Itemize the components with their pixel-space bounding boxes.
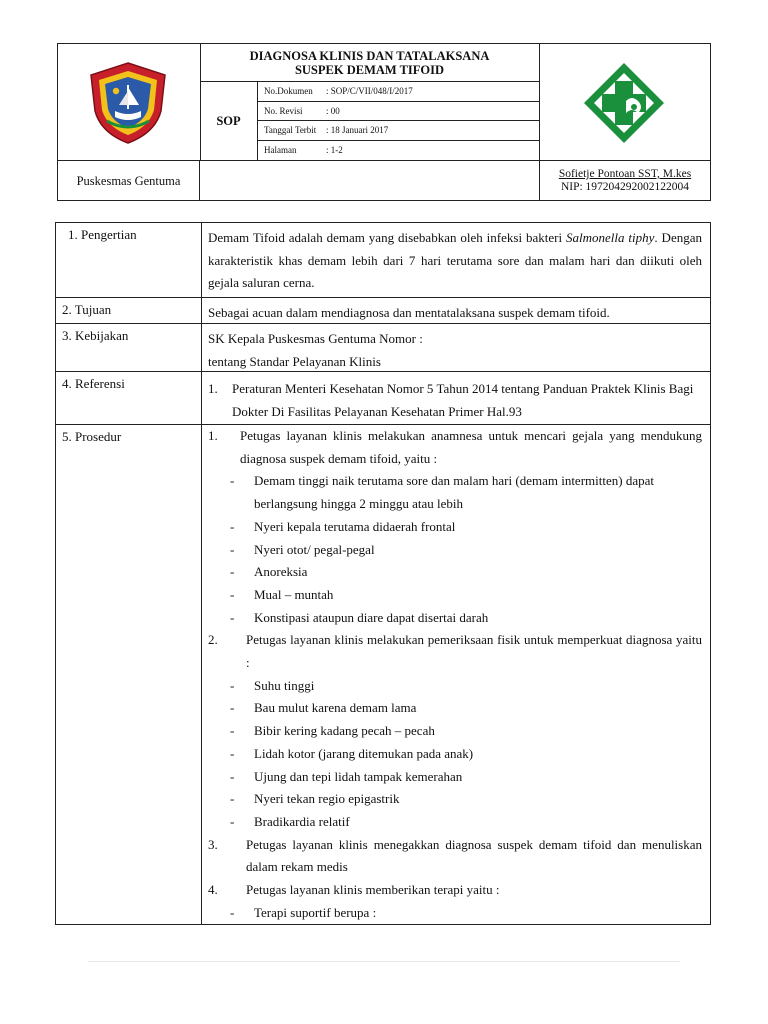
bullet-dash: - [230,791,235,807]
section-content [202,324,710,371]
sign-text: Ujung dan tepi lidah tampak kemerahan [254,768,463,784]
meta-label: Tanggal Terbit [264,125,317,136]
meta-label: Halaman [264,145,297,156]
meta-row-page [258,141,539,161]
list-number: 1. [208,381,218,396]
sign-item [208,675,702,698]
list-number: 1. [208,428,218,443]
meta-label: No.Dokumen [264,86,313,97]
bullet-dash: - [230,541,235,557]
section-content [202,372,710,424]
regency-logo-cell [58,44,201,160]
bacteria-name: Salmonella tiphy [565,230,655,245]
signer-name: Sofietje Pontoan SST, M.kes [558,168,692,180]
list-number: 3. [208,836,218,852]
row-prosedur [56,425,710,924]
puskesmas-logo-icon [582,61,666,145]
bullet-dash: - [230,518,235,534]
sign-text: Nyeri tekan regio epigastrik [254,791,400,807]
section-label: 2. Tujuan [56,298,202,323]
sign-item [208,697,702,720]
sign-text: Lidah kotor (jarang ditemukan pada anak) [254,745,474,761]
symptom-item [208,470,702,515]
sop-label: SOP [200,82,258,160]
page-divider [88,961,680,962]
bullet-dash: - [230,723,235,739]
section-label: 4. Referensi [56,372,202,424]
procedure-step [208,879,702,902]
sign-text: Suhu tinggi [254,677,315,693]
bullet-dash: - [230,677,235,693]
puskesmas-logo-cell [540,44,710,160]
bullet-dash: - [230,609,235,625]
bullet-dash: - [230,745,235,761]
title-line-2: SUSPEK DEMAM TIFOID [294,62,445,77]
sign-item [208,766,702,789]
procedure-step [208,834,702,879]
sop-header [57,43,711,201]
reference-item [208,378,702,423]
sign-text: Bradikardia relatif [254,813,350,829]
reference-text: Peraturan Menteri Kesehatan Nomor 5 Tahun 2014 tentang Panduan Praktek Klinis Bagi Dokter Di Fasilitas Pelayanan Kesehatan Primer Hal.93 [232,381,694,419]
symptom-text: Nyeri otot/ pegal-pegal [254,541,375,557]
document-title [200,44,540,82]
definition-text-b: . Dengan karakteristik khas demam lebih dari 7 hari terutama sore dan malam hari dan diikuti oleh gejala saluran cerna. [208,230,702,291]
section-content: Sebagai acuan dalam mendiagnosa dan mentatalaksana suspek demam tifoid. [208,305,610,320]
regency-emblem-icon [87,61,169,145]
symptom-item [208,516,702,539]
row-tujuan [56,298,710,324]
definition-text-a: Demam Tifoid adalah demam yang disebabkan oleh infeksi bakteri [208,230,566,245]
meta-row-document-number [258,82,539,102]
row-pengertian [56,223,710,298]
symptom-text: Anoreksia [254,564,308,580]
bullet-dash: - [230,473,235,489]
meta-value: : SOP/C/VII/048/I/2017 [326,86,413,97]
bullet-dash: - [230,586,235,602]
bullet-dash: - [230,700,235,716]
policy-line-1: SK Kepala Puskesmas Gentuma Nomor : [208,331,423,346]
policy-line-2: tentang Standar Pelayanan Klinis [208,353,381,369]
row-kebijakan [56,324,710,372]
bullet-dash: - [230,813,235,829]
header-empty-cell [200,161,540,201]
sop-content-table [55,222,711,925]
signer-nip: NIP: 197204292002122004 [560,181,690,193]
section-content [202,223,710,297]
meta-value: : 1-2 [326,145,343,156]
sign-item [208,811,702,834]
therapy-item [208,902,702,925]
meta-value: : 00 [326,105,340,116]
institution-name: Puskesmas Gentuma [58,161,200,201]
procedure-step [208,629,702,674]
bullet-dash: - [230,768,235,784]
sign-item [208,720,702,743]
meta-value: : 18 Januari 2017 [326,125,389,136]
symptom-item [208,584,702,607]
sign-text: Bau mulut karena demam lama [254,700,417,716]
step-text: Petugas layanan klinis melakukan anamnesa untuk mencari gejala yang mendukung diagnosa suspek demam tifoid, yaitu : [240,428,702,466]
step-text: Petugas layanan klinis menegakkan diagnosa suspek demam tifoid dan menuliskan dalam rekam medis [246,836,702,875]
meta-row-issue-date [258,121,539,141]
title-line-1: DIAGNOSA KLINIS DAN TATALAKSANA [249,48,490,63]
meta-row-revision [258,102,539,122]
symptom-text: Demam tinggi naik terutama sore dan malam hari (demam intermitten) dapat berlangsung hingga 2 minggu atau lebih [254,473,654,512]
bullet-dash: - [230,564,235,580]
section-label: 3. Kebijakan [56,324,202,371]
step-text: Petugas layanan klinis memberikan terapi yaitu : [246,882,500,898]
symptom-text: Mual – muntah [254,586,334,602]
sign-item [208,743,702,766]
symptom-item [208,607,702,630]
symptom-item [208,561,702,584]
section-label: 1. Pengertian [56,223,202,297]
list-number: 2. [208,632,218,648]
section-label: 5. Prosedur [56,425,202,924]
row-referensi [56,372,710,425]
sign-text: Bibir kering kadang pecah – pecah [254,723,435,739]
sign-item [208,788,702,811]
procedure-step [208,425,702,470]
meta-label: No. Revisi [264,105,303,116]
list-number: 4. [208,882,218,898]
step-text: Petugas layanan klinis melakukan pemeriksaan fisik untuk memperkuat diagnosa yaitu : [246,632,702,671]
header-footer-row [58,160,710,201]
signature-block [540,161,710,201]
therapy-text: Terapi suportif berupa : [254,904,377,920]
document-meta [258,82,540,160]
section-content [202,425,710,924]
bullet-dash: - [230,904,235,920]
symptom-item [208,539,702,562]
symptom-text: Konstipasi ataupun diare dapat disertai darah [254,609,489,625]
symptom-text: Nyeri kepala terutama didaerah frontal [254,518,456,534]
